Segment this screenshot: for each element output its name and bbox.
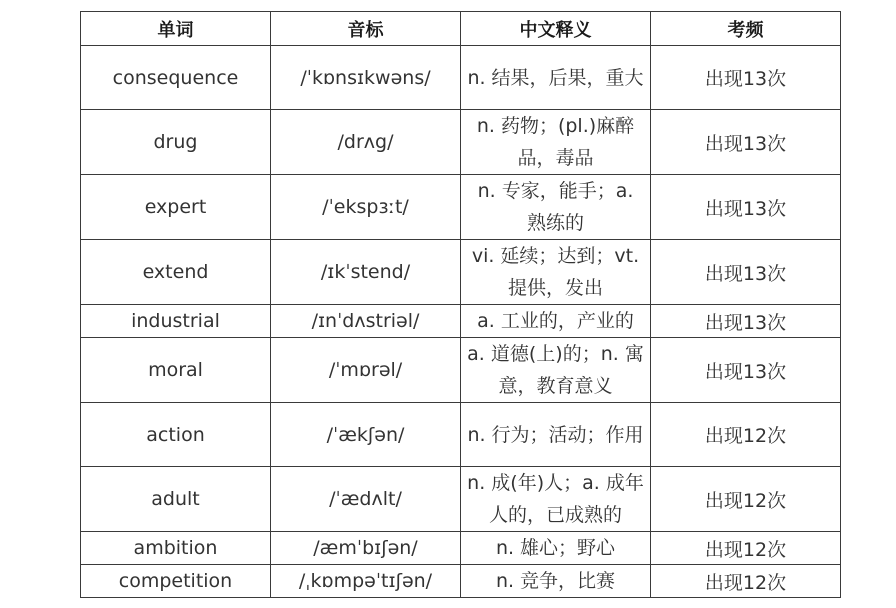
- meaning-cell: a. 工业的，产业的: [461, 305, 651, 338]
- word-cell: competition: [81, 565, 271, 598]
- frequency-cell: 出现13次: [651, 240, 841, 305]
- frequency-cell: 出现13次: [651, 338, 841, 403]
- frequency-cell: 出现13次: [651, 175, 841, 240]
- phonetic-cell: /ˈkɒnsɪkwəns/: [271, 46, 461, 110]
- frequency-cell: 出现13次: [651, 110, 841, 175]
- frequency-cell: 出现12次: [651, 403, 841, 467]
- frequency-cell: 出现13次: [651, 46, 841, 110]
- phonetic-cell: /ɪnˈdʌstriəl/: [271, 305, 461, 338]
- meaning-cell: a. 道德(上)的；n. 寓意，教育意义: [461, 338, 651, 403]
- meaning-cell: vi. 延续；达到；vt. 提供，发出: [461, 240, 651, 305]
- table-row: [81, 467, 841, 532]
- meaning-cell: n. 专家，能手；a. 熟练的: [461, 175, 651, 240]
- phonetic-cell: /ˈekspɜːt/: [271, 175, 461, 240]
- table-row: [81, 532, 841, 565]
- header-row: [81, 12, 841, 46]
- frequency-cell: 出现12次: [651, 532, 841, 565]
- meaning-cell: n. 行为；活动；作用: [461, 403, 651, 467]
- phonetic-cell: /ˈmɒrəl/: [271, 338, 461, 403]
- table-row: [81, 240, 841, 305]
- table-row: [81, 175, 841, 240]
- phonetic-cell: /ˈædʌlt/: [271, 467, 461, 532]
- table-row: [81, 403, 841, 467]
- word-cell: adult: [81, 467, 271, 532]
- header-phonetic: 音标: [271, 12, 461, 46]
- meaning-cell: n. 成(年)人；a. 成年人的，已成熟的: [461, 467, 651, 532]
- meaning-cell: n. 雄心；野心: [461, 532, 651, 565]
- word-cell: expert: [81, 175, 271, 240]
- word-cell: ambition: [81, 532, 271, 565]
- word-cell: moral: [81, 338, 271, 403]
- meaning-cell: n. 竞争，比赛: [461, 565, 651, 598]
- word-cell: industrial: [81, 305, 271, 338]
- word-cell: drug: [81, 110, 271, 175]
- word-cell: extend: [81, 240, 271, 305]
- header-meaning: 中文释义: [461, 12, 651, 46]
- table-row: [81, 338, 841, 403]
- phonetic-cell: /drʌg/: [271, 110, 461, 175]
- word-cell: action: [81, 403, 271, 467]
- frequency-cell: 出现12次: [651, 565, 841, 598]
- phonetic-cell: /æmˈbɪʃən/: [271, 532, 461, 565]
- frequency-cell: 出现12次: [651, 467, 841, 532]
- frequency-cell: 出现13次: [651, 305, 841, 338]
- header-word: 单词: [81, 12, 271, 46]
- header-frequency: 考频: [651, 12, 841, 46]
- phonetic-cell: /ɪkˈstend/: [271, 240, 461, 305]
- phonetic-cell: /ˈækʃən/: [271, 403, 461, 467]
- vocabulary-table: [80, 11, 841, 598]
- meaning-cell: n. 药物；(pl.)麻醉品，毒品: [461, 110, 651, 175]
- table-row: [81, 305, 841, 338]
- table-row: [81, 46, 841, 110]
- word-cell: consequence: [81, 46, 271, 110]
- meaning-cell: n. 结果，后果，重大: [461, 46, 651, 110]
- table-row: [81, 565, 841, 598]
- phonetic-cell: /ˌkɒmpəˈtɪʃən/: [271, 565, 461, 598]
- table-row: [81, 110, 841, 175]
